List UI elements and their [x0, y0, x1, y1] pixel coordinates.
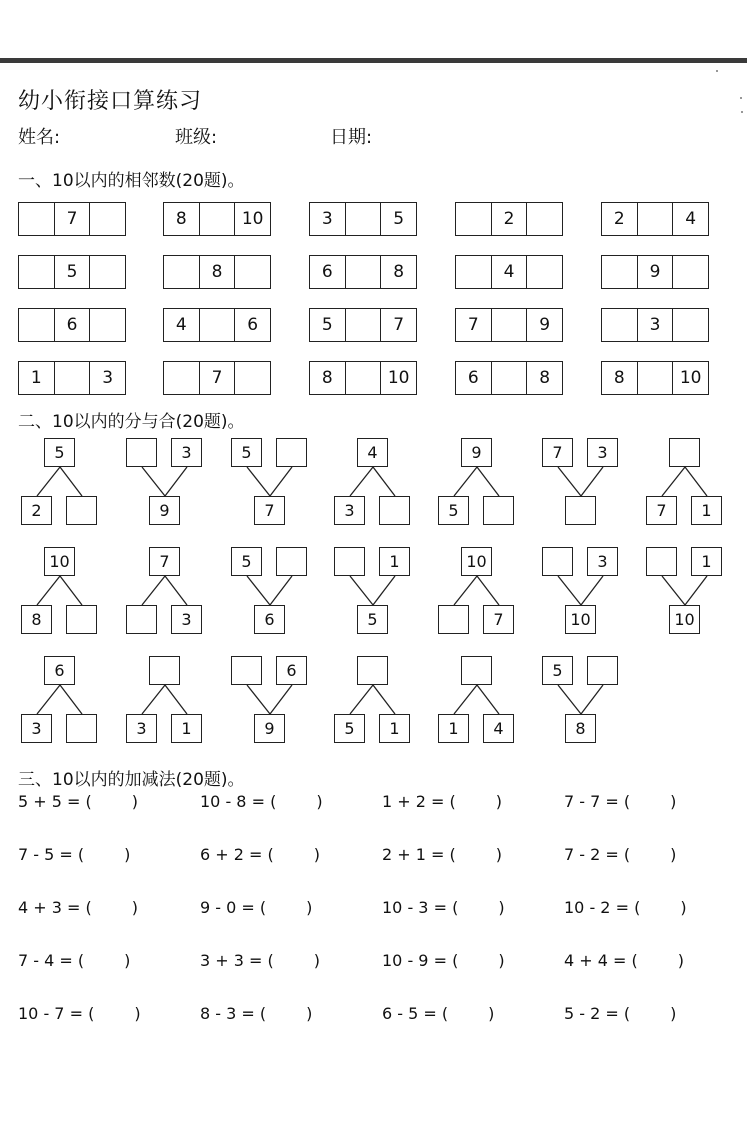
arithmetic-problem	[564, 898, 734, 917]
close-parenthesis: )	[670, 792, 677, 811]
number-cell: 6	[321, 262, 333, 282]
answer-box[interactable]	[54, 362, 90, 394]
adjacent-number-group	[163, 361, 271, 395]
answer-box[interactable]	[66, 714, 97, 743]
number-cell: 10	[672, 362, 708, 394]
adjacent-number-group	[309, 202, 417, 236]
connector-line	[454, 685, 477, 714]
number-box: 3	[21, 714, 52, 743]
number-cell: 4	[491, 256, 527, 288]
equation-text: 10 - 8 =	[200, 792, 265, 811]
answer-box[interactable]	[66, 605, 97, 634]
open-parenthesis: (	[77, 951, 85, 970]
number-box: 7	[542, 438, 573, 467]
answer-box[interactable]	[345, 309, 381, 341]
number-cell: 6	[467, 368, 479, 388]
arithmetic-problem	[18, 898, 188, 917]
number-cell: 9	[526, 309, 562, 341]
number-cell: 6	[234, 309, 270, 341]
split-diagram	[20, 547, 120, 635]
worksheet-title: 幼小衔接口算练习	[18, 89, 203, 114]
equation-text: 6 - 5 =	[382, 1004, 437, 1023]
connector-line	[142, 467, 165, 496]
connector-line	[558, 576, 581, 605]
close-parenthesis: )	[124, 845, 131, 864]
arithmetic-problem	[18, 1004, 188, 1023]
merge-diagram	[541, 438, 641, 526]
number-cell: 3	[637, 309, 673, 341]
answer-box[interactable]	[637, 362, 673, 394]
answer-box[interactable]	[491, 362, 527, 394]
number-box: 5	[542, 656, 573, 685]
connector-line	[662, 576, 685, 605]
number-cell: 6	[54, 309, 90, 341]
answer-box[interactable]	[483, 496, 514, 525]
equation-text: 10 - 7 =	[18, 1004, 83, 1023]
merge-diagram	[333, 547, 433, 635]
date-label: 日期:	[330, 127, 373, 148]
equation-text: 4 + 4 =	[564, 951, 627, 970]
equation-text: 4 + 3 =	[18, 898, 81, 917]
number-cell: 3	[321, 209, 333, 229]
close-parenthesis: )	[131, 792, 139, 811]
number-cell: 4	[175, 315, 187, 335]
adjacent-number-group	[18, 361, 126, 395]
close-parenthesis: )	[124, 951, 131, 970]
arithmetic-problem	[564, 845, 734, 864]
close-parenthesis: )	[498, 898, 505, 917]
connector-line	[558, 685, 581, 714]
number-box: 4	[357, 438, 388, 467]
connector-line	[662, 467, 685, 496]
equation-text: 1 + 2 =	[382, 792, 445, 811]
equation-text: 5 - 2 =	[564, 1004, 619, 1023]
section-composition-title: 二、10以内的分与合(20题)。	[18, 412, 245, 432]
connector-line	[685, 467, 707, 496]
number-box: 8	[21, 605, 52, 634]
scan-speck	[716, 70, 718, 72]
number-cell: 10	[234, 203, 270, 235]
number-box: 5	[438, 496, 469, 525]
adjacent-number-group	[601, 255, 709, 289]
split-diagram	[333, 656, 433, 744]
close-parenthesis: )	[677, 951, 685, 970]
equation-text: 10 - 9 =	[382, 951, 447, 970]
open-parenthesis: (	[452, 898, 459, 917]
answer-box[interactable]	[89, 256, 125, 288]
number-box: 7	[646, 496, 677, 525]
number-box: 7	[483, 605, 514, 634]
connector-line	[270, 467, 292, 496]
arithmetic-problem	[200, 845, 370, 864]
close-parenthesis: )	[670, 1004, 677, 1023]
answer-box[interactable]	[345, 256, 381, 288]
number-cell: 5	[321, 315, 333, 335]
top-border	[0, 58, 747, 63]
number-cell: 7	[54, 203, 90, 235]
answer-box[interactable]	[345, 362, 381, 394]
number-box: 3	[587, 438, 618, 467]
number-box: 10	[565, 605, 596, 634]
number-cell: 8	[321, 368, 333, 388]
number-cell: 3	[89, 362, 125, 394]
answer-box[interactable]	[19, 203, 54, 235]
adjacent-number-group	[455, 308, 563, 342]
number-box: 7	[254, 496, 285, 525]
answer-box[interactable]	[587, 656, 618, 685]
connector-line	[373, 685, 395, 714]
open-parenthesis: (	[449, 845, 456, 864]
number-box: 3	[587, 547, 618, 576]
connector-line	[37, 576, 60, 605]
adjacent-number-group	[601, 308, 709, 342]
number-box: 3	[334, 496, 365, 525]
merge-diagram	[230, 656, 330, 744]
connector-line	[581, 576, 603, 605]
open-parenthesis: (	[623, 845, 631, 864]
adjacent-number-group	[455, 361, 563, 395]
arithmetic-problem	[200, 898, 370, 917]
adjacent-number-group	[18, 255, 126, 289]
number-box: 5	[334, 714, 365, 743]
number-box: 5	[231, 547, 262, 576]
answer-box[interactable]	[89, 203, 125, 235]
adjacent-number-group	[455, 202, 563, 236]
answer-box[interactable]	[542, 547, 573, 576]
section-adjacent-title: 一、10以内的相邻数(20题)。	[18, 171, 245, 191]
merge-diagram	[645, 547, 745, 635]
equation-text: 8 - 3 =	[200, 1004, 255, 1023]
answer-box[interactable]	[66, 496, 97, 525]
connector-line	[350, 576, 373, 605]
number-box: 5	[231, 438, 262, 467]
connector-line	[373, 467, 395, 496]
answer-box[interactable]	[149, 656, 180, 685]
connector-line	[60, 467, 82, 496]
answer-box[interactable]	[461, 656, 492, 685]
number-box: 10	[669, 605, 700, 634]
open-parenthesis: (	[452, 951, 459, 970]
close-parenthesis: )	[306, 898, 313, 917]
number-box: 10	[44, 547, 75, 576]
connector-line	[247, 467, 270, 496]
adjacent-number-group	[601, 202, 709, 236]
equation-text: 5 + 5 =	[18, 792, 81, 811]
answer-box[interactable]	[669, 438, 700, 467]
connector-line	[165, 467, 187, 496]
answer-box[interactable]	[234, 362, 270, 394]
open-parenthesis: (	[77, 845, 85, 864]
connector-line	[165, 576, 187, 605]
close-parenthesis: )	[495, 845, 503, 864]
arithmetic-problem	[564, 1004, 734, 1023]
close-parenthesis: )	[131, 898, 139, 917]
number-cell: 8	[175, 209, 187, 229]
connector-line	[350, 685, 373, 714]
open-parenthesis: (	[85, 792, 92, 811]
equation-text: 7 - 5 =	[18, 845, 73, 864]
connector-line	[37, 467, 60, 496]
arithmetic-problem	[18, 951, 188, 970]
connector-line	[581, 685, 603, 714]
answer-box[interactable]	[646, 547, 677, 576]
answer-box[interactable]	[199, 203, 235, 235]
equation-text: 7 - 2 =	[564, 845, 619, 864]
adjacent-number-group	[309, 361, 417, 395]
connector-line	[685, 576, 707, 605]
connector-line	[477, 685, 499, 714]
arithmetic-problem	[200, 951, 370, 970]
connector-line	[165, 685, 187, 714]
answer-box[interactable]	[276, 438, 307, 467]
scan-speck	[741, 111, 743, 113]
open-parenthesis: (	[623, 1004, 631, 1023]
number-box: 1	[379, 547, 410, 576]
arithmetic-problem	[564, 792, 734, 811]
close-parenthesis: )	[306, 1004, 313, 1023]
number-box: 4	[483, 714, 514, 743]
number-cell: 8	[613, 368, 625, 388]
answer-box[interactable]	[438, 605, 469, 634]
answer-box[interactable]	[199, 309, 235, 341]
adjacent-number-group	[601, 361, 709, 395]
answer-box[interactable]	[231, 656, 262, 685]
connector-line	[60, 576, 82, 605]
open-parenthesis: (	[623, 792, 631, 811]
number-box: 6	[276, 656, 307, 685]
arithmetic-problem	[200, 1004, 370, 1023]
equation-text: 2 + 1 =	[382, 845, 445, 864]
open-parenthesis: (	[259, 898, 267, 917]
connector-line	[142, 685, 165, 714]
number-cell: 5	[380, 203, 416, 235]
equation-text: 10 - 3 =	[382, 898, 447, 917]
answer-box[interactable]	[89, 309, 125, 341]
answer-box[interactable]	[526, 256, 562, 288]
connector-line	[477, 467, 499, 496]
arithmetic-problem	[18, 792, 188, 811]
number-cell: 9	[637, 256, 673, 288]
name-label: 姓名:	[18, 127, 61, 148]
close-parenthesis: )	[313, 951, 321, 970]
arithmetic-problem	[382, 792, 552, 811]
number-box: 6	[44, 656, 75, 685]
number-cell: 8	[199, 256, 235, 288]
answer-box[interactable]	[164, 362, 199, 394]
adjacent-number-group	[309, 255, 417, 289]
adjacent-number-group	[309, 308, 417, 342]
number-cell: 8	[526, 362, 562, 394]
equation-text: 9 - 0 =	[200, 898, 255, 917]
connector-line	[142, 576, 165, 605]
adjacent-number-group	[163, 308, 271, 342]
answer-box[interactable]	[234, 256, 270, 288]
number-cell: 7	[467, 315, 479, 335]
equation-text: 6 + 2 =	[200, 845, 263, 864]
arithmetic-problem	[18, 845, 188, 864]
section-arithmetic-title: 三、10以内的加减法(20题)。	[18, 770, 245, 790]
connector-line	[247, 576, 270, 605]
merge-diagram	[230, 438, 330, 526]
arithmetic-problem	[200, 792, 370, 811]
number-box: 5	[357, 605, 388, 634]
close-parenthesis: )	[488, 1004, 495, 1023]
number-box: 3	[126, 714, 157, 743]
answer-box[interactable]	[672, 256, 708, 288]
answer-box[interactable]	[276, 547, 307, 576]
answer-box[interactable]	[126, 605, 157, 634]
close-parenthesis: )	[680, 898, 687, 917]
connector-line	[270, 685, 292, 714]
merge-diagram	[541, 547, 641, 635]
merge-diagram	[230, 547, 330, 635]
answer-box[interactable]	[526, 203, 562, 235]
equation-text: 7 - 4 =	[18, 951, 73, 970]
number-cell: 8	[380, 256, 416, 288]
split-diagram	[437, 547, 537, 635]
number-box: 3	[171, 438, 202, 467]
number-cell: 7	[380, 309, 416, 341]
arithmetic-problem	[382, 951, 552, 970]
number-box: 3	[171, 605, 202, 634]
answer-box[interactable]	[565, 496, 596, 525]
close-parenthesis: )	[134, 1004, 141, 1023]
split-diagram	[437, 438, 537, 526]
merge-diagram	[125, 438, 225, 526]
split-diagram	[20, 656, 120, 744]
arithmetic-problem	[382, 845, 552, 864]
number-box: 1	[379, 714, 410, 743]
number-cell: 2	[491, 203, 527, 235]
answer-box[interactable]	[379, 496, 410, 525]
open-parenthesis: (	[449, 792, 456, 811]
open-parenthesis: (	[267, 845, 274, 864]
answer-box[interactable]	[334, 547, 365, 576]
split-diagram	[333, 438, 433, 526]
connector-line	[270, 576, 292, 605]
number-cell: 10	[380, 362, 416, 394]
answer-box[interactable]	[19, 309, 54, 341]
answer-box[interactable]	[164, 256, 199, 288]
close-parenthesis: )	[670, 845, 677, 864]
number-cell: 1	[30, 368, 42, 388]
connector-line	[350, 467, 373, 496]
open-parenthesis: (	[88, 1004, 95, 1023]
open-parenthesis: (	[267, 951, 274, 970]
adjacent-number-group	[163, 202, 271, 236]
answer-box[interactable]	[491, 309, 527, 341]
close-parenthesis: )	[316, 792, 323, 811]
split-diagram	[645, 438, 745, 526]
answer-box[interactable]	[456, 203, 491, 235]
answer-box[interactable]	[19, 256, 54, 288]
open-parenthesis: (	[259, 1004, 267, 1023]
connector-line	[581, 467, 603, 496]
connector-line	[60, 685, 82, 714]
connector-line	[247, 685, 270, 714]
number-cell: 2	[613, 209, 625, 229]
answer-box[interactable]	[345, 203, 381, 235]
adjacent-number-group	[455, 255, 563, 289]
answer-box[interactable]	[126, 438, 157, 467]
number-box: 9	[149, 496, 180, 525]
split-diagram	[20, 438, 120, 526]
split-diagram	[125, 656, 225, 744]
open-parenthesis: (	[85, 898, 92, 917]
open-parenthesis: (	[441, 1004, 449, 1023]
close-parenthesis: )	[498, 951, 505, 970]
split-diagram	[437, 656, 537, 744]
open-parenthesis: (	[270, 792, 277, 811]
merge-diagram	[541, 656, 641, 744]
number-box: 6	[254, 605, 285, 634]
arithmetic-problem	[564, 951, 734, 970]
answer-box[interactable]	[602, 256, 637, 288]
connector-line	[37, 685, 60, 714]
answer-box[interactable]	[637, 203, 673, 235]
number-box: 2	[21, 496, 52, 525]
open-parenthesis: (	[634, 898, 641, 917]
answer-box[interactable]	[602, 309, 637, 341]
number-cell: 7	[199, 362, 235, 394]
number-box: 5	[44, 438, 75, 467]
number-cell: 5	[54, 256, 90, 288]
number-box: 7	[149, 547, 180, 576]
answer-box[interactable]	[456, 256, 491, 288]
arithmetic-problem	[382, 898, 552, 917]
connector-line	[454, 576, 477, 605]
number-box: 1	[691, 496, 722, 525]
number-box: 8	[565, 714, 596, 743]
number-box: 1	[171, 714, 202, 743]
equation-text: 7 - 7 =	[564, 792, 619, 811]
adjacent-number-group	[18, 308, 126, 342]
connector-line	[558, 467, 581, 496]
number-box: 10	[461, 547, 492, 576]
number-box: 1	[438, 714, 469, 743]
number-cell: 4	[672, 203, 708, 235]
answer-box[interactable]	[357, 656, 388, 685]
class-label: 班级:	[175, 127, 218, 148]
open-parenthesis: (	[631, 951, 638, 970]
answer-box[interactable]	[672, 309, 708, 341]
scan-speck	[740, 97, 742, 99]
close-parenthesis: )	[313, 845, 321, 864]
number-box: 9	[461, 438, 492, 467]
adjacent-number-group	[163, 255, 271, 289]
connector-line	[454, 467, 477, 496]
equation-text: 3 + 3 =	[200, 951, 263, 970]
number-box: 9	[254, 714, 285, 743]
adjacent-number-group	[18, 202, 126, 236]
arithmetic-problem	[382, 1004, 552, 1023]
split-diagram	[125, 547, 225, 635]
equation-text: 10 - 2 =	[564, 898, 629, 917]
connector-line	[477, 576, 499, 605]
connector-line	[373, 576, 395, 605]
close-parenthesis: )	[495, 792, 503, 811]
number-box: 1	[691, 547, 722, 576]
